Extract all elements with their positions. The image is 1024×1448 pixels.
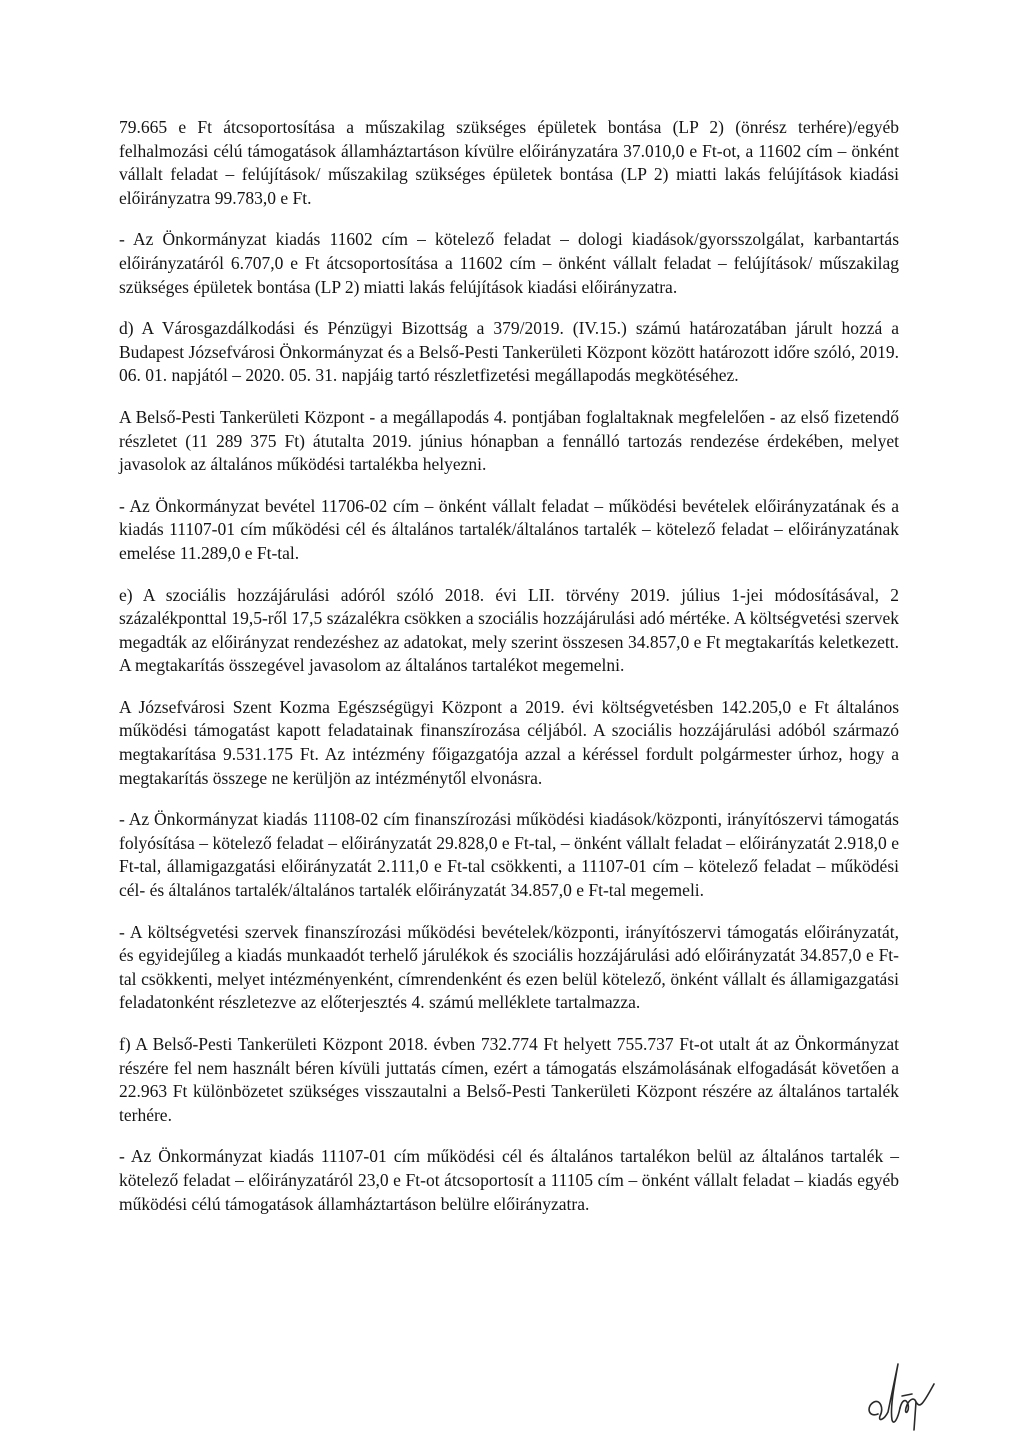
signature-strokes — [869, 1364, 934, 1430]
paragraph-d-bizottsag: d) A Városgazdálkodási és Pénzügyi Bizottság a 379/2019. (IV.15.) számú határozatában járult hozzá a Budapest Józsefvárosi Önkormányzat és a Belső-Pesti Tankerületi Központ között határozott időre szóló, 2019. 06. 01. napjától – 2020. 05. 31. napjáig tartó részletfizetési megállapodás megkötéséhez. — [119, 318, 899, 386]
signature-stroke — [900, 1399, 916, 1430]
paragraph-koltsegvetesi-szervek: - A költségvetési szervek finanszírozási működési bevételek/központi, irányítószervi támogatás előirányzatát, és egyidejűleg a kiadás munkaadót terhelő járulékok és szociális hozzájárulási adó előirányzatát 34.857,0 e Ft-tal csökkenti, melyet intézményenként, címrendenként és ezen belül kötelező, önként vállalt és államigazgatási feladatonként részletezve az előterjesztés 4. számú melléklete tartalmazza. — [119, 921, 899, 1013]
signature-stroke — [916, 1384, 934, 1405]
paragraph-e-szocho: e) A szociális hozzájárulási adóról szóló 2018. évi LII. törvény 2019. július 1-jei módosításával, 2 százalékponttal 19,5-ről 17,5 százalékra csökken a szociális hozzájárulási adó mértéke. A költségvetési szervek megadták az előirányzat rendezéshez az adatokat, mely szerint összesen 34.857,0 e Ft megtakarítás keletkezett. A megtakarítás összegével javasolom az általános tartalékot megemelni. — [119, 584, 899, 676]
paragraph-11706-bevetel: - Az Önkormányzat bevétel 11706-02 cím – önként vállalt feladat – működési bevételek előirányzatának és a kiadás 11107-01 cím működési cél és általános tartalék/általános tartalék – kötelező feladat – előirányzatának emelése 11.289,0 e Ft-tal. — [119, 495, 899, 563]
paragraph-79665-transfer: 79.665 e Ft átcsoportosítása a műszakilag szükséges épületek bontása (LP 2) (önrész terhére)/egyéb felhalmozási célú támogatások államháztartáson kívülre előirányzatára 37.010,0 e Ft-ot, a 11602 cím – önként vállalt feladat – felújítások/ műszakilag szükséges épületek bontása (LP 2) miatti lakás felújítások kiadási előirányzatra 99.783,0 e Ft. — [119, 117, 899, 208]
document-page — [119, 116, 899, 1234]
handwritten-signature — [858, 1356, 938, 1436]
signature-stroke — [869, 1364, 900, 1422]
paragraph-11602-dologi: - Az Önkormányzat kiadás 11602 cím – kötelező feladat – dologi kiadások/gyorsszolgálat, karbantartás előirányzatáról 6.707,0 e Ft átcsoportosítása a 11602 cím – önként vállalt feladat – felújítások/ műszakilag szükséges épületek bontása (LP 2) miatti lakás felújítások kiadási előirányzatra. — [119, 229, 899, 297]
signature-stroke — [902, 1394, 912, 1396]
paragraph-tankeruleti-reszlet: A Belső-Pesti Tankerületi Központ - a megállapodás 4. pontjában foglaltaknak megfelelően - az első fizetendő részletet (11 289 375 Ft) átutalta 2019. június hónapban a fennálló tartozás rendezése érdekében, melyet javasolok az általános működési tartalékba helyezni. — [119, 406, 899, 475]
paragraph-11107-atcsoportosit: - Az Önkormányzat kiadás 11107-01 cím működési cél és általános tartalékon belül az általános tartalék – kötelező feladat – előirányzatáról 23,0 e Ft-ot átcsoportosít a 11105 cím – önként vállalt feladat – kiadás egyéb működési célú támogatások államháztartáson belülre előirányzatra. — [119, 1146, 899, 1214]
paragraph-f-tankeruleti: f) A Belső-Pesti Tankerületi Központ 2018. évben 732.774 Ft helyett 755.737 Ft-ot utalt át az Önkormányzat részére fel nem használt béren kívüli juttatás címen, ezért a támogatás elszámolásának elfogadását követően a 22.963 Ft különbözetet szükséges visszautalni a Belső-Pesti Tankerületi Központ részére az általános tartalék terhére. — [119, 1034, 899, 1125]
paragraph-szent-kozma: A Józsefvárosi Szent Kozma Egészségügyi Központ a 2019. évi költségvetésben 142.205,0 e Ft általános működési támogatást kapott feladatainak finanszírozása céljából. A szociális hozzájárulási adóból származó megtakarítása 9.531.175 Ft. Az intézmény főigazgatója azzal a kéréssel fordult polgármester úrhoz, hogy a megtakarítás összege ne kerüljön az intézménytől elvonásra. — [119, 696, 899, 788]
paragraph-11108-finanszirozas: - Az Önkormányzat kiadás 11108-02 cím finanszírozási működési kiadások/központi, irányítószervi támogatás folyósítása – kötelező feladat – előirányzatát 29.828,0 e Ft-tal, – önként vállalt feladat – előirányzatát 2.918,0 e Ft-tal, államigazgatási előirányzatát 2.111,0 e Ft-tal csökkenti, a 11107-01 cím – kötelező feladat – működési cél- és általános tartalék/általános tartalék előirányzatát 34.857,0 e Ft-tal megemeli. — [119, 809, 899, 901]
